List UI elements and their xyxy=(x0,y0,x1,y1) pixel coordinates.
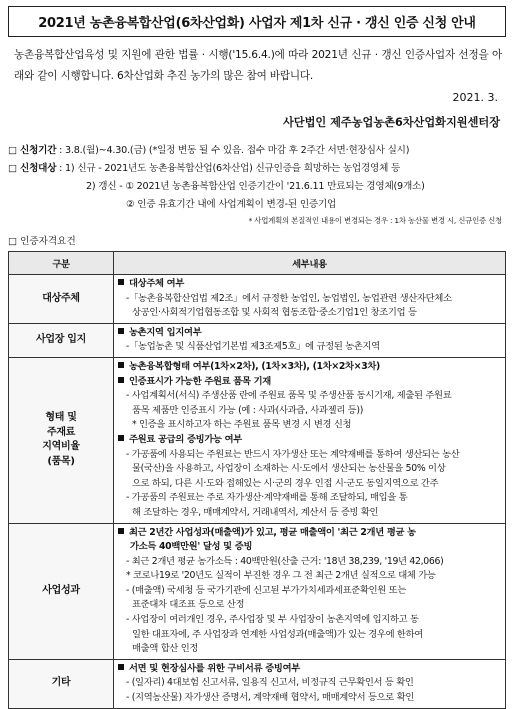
square-bullet-icon xyxy=(118,279,124,285)
detail-text: 인증표시가 가능한 주원료 품목 기재 xyxy=(129,375,271,387)
detail-line xyxy=(118,306,501,321)
detail-text: 물(국산)을 사용하고, 사업장이 소재하는 시·도에서 생산되는 농산물을 50% 이상 xyxy=(132,463,446,475)
detail-text: - (지역농산물) 자가생산 증명서, 계약재배 협약서, 매매계약서 등으로 확인 xyxy=(126,692,415,704)
row-details xyxy=(114,659,506,708)
square-bullet-icon xyxy=(118,664,124,670)
header-details: 세부내용 xyxy=(114,252,506,275)
detail-text: * 인증을 표시하고자 하는 주원료 품목 변경 시 변경 신청 xyxy=(132,419,352,431)
target-note: * 사업계획의 본질적인 내용이 변경되는 경우 : 1차 농산물 변경 시, 신규인증 신청 xyxy=(248,216,502,225)
detail-text: * 코로나19로 '20년도 실적이 부진한 경우 그 전 최근 2개년 실적으로 대체 가능 xyxy=(126,570,436,582)
table-row xyxy=(9,323,506,357)
detail-text: 매출액 합산 인정 xyxy=(132,643,199,655)
detail-bullet xyxy=(118,360,501,375)
detail-text: 품목 제품만 인증표시 가능 (예 : 사과(사과즙, 사과젤리 등)) xyxy=(132,404,364,416)
detail-line xyxy=(118,462,501,477)
detail-text: - 최근 2개년 평균 농가소득 : 40백만원(산출 근거: '18년 38,239, '19년 42,066) xyxy=(126,555,444,567)
organization-name: 사단법인 제주농업농촌6차산업화지원센터장 xyxy=(282,116,500,129)
detail-line xyxy=(118,642,501,657)
detail-text: - (일자리) 4대보험 신고서류, 일용직 신고서, 비정규직 근무확인서 등 확인 xyxy=(126,677,414,689)
detail-text: - 사업계획서(서식) 주생산품 란에 주원료 품목 및 주생산품 동시기재, 제출된 주원료 xyxy=(126,390,452,402)
detail-line xyxy=(118,628,501,643)
detail-line xyxy=(118,584,501,599)
square-bullet-icon xyxy=(118,377,124,383)
detail-line xyxy=(118,613,501,628)
detail-text: -「농업농촌 및 식품산업기본법 제3조제5호」에 규정된 농촌지역 xyxy=(126,341,380,353)
detail-bullet xyxy=(118,526,501,541)
period-label: □ 신청기간 xyxy=(8,145,57,156)
detail-text: - (매출액) 국세청 등 국가기관에 신고된 부가가치세과세표준확인원 또는 xyxy=(126,584,407,596)
application-info xyxy=(8,142,506,227)
row-category: 대상주체 xyxy=(9,275,114,324)
detail-text: -「농촌융복합산업법 제2조」에서 규정한 농업인, 농업법인, 농업관련 생산자단체소 xyxy=(126,292,452,304)
detail-line xyxy=(118,691,501,706)
detail-text: 최근 2년간 사업성과(매출액)가 있고, 평균 매출액이 '최근 2개년 평균 농 xyxy=(129,526,416,538)
table-row xyxy=(9,523,506,659)
row-category: 형태 및 주재료 지역비율 (품목) xyxy=(9,357,114,523)
detail-line xyxy=(118,676,501,691)
row-details xyxy=(114,523,506,659)
detail-line xyxy=(118,404,501,419)
target-changed: ② 인증 유효기간 내에 사업계획이 변경-된 인증기업 xyxy=(126,199,337,210)
target-new: : 1) 신규 - 2021년도 농촌융복합산업(6차산업) 신규인증을 희망하는 농업경영체 등 xyxy=(59,163,401,174)
row-details xyxy=(114,357,506,523)
detail-line xyxy=(118,598,501,613)
detail-line xyxy=(118,491,501,506)
target-row xyxy=(8,160,506,178)
detail-text: 주원료 공급의 증빙가능 여부 xyxy=(129,433,242,445)
detail-bullet xyxy=(118,540,501,555)
header-category: 구분 xyxy=(9,252,114,275)
detail-text: 으로 하되, 다른 시·도와 접해있는 시·군의 경우 인접 시·군도 동일지역으로 간주 xyxy=(132,477,439,489)
detail-line xyxy=(118,506,501,521)
detail-text: 일한 대표자에, 주 사업장과 연계한 사업성과(매출액)가 있는 경우에 한하여 xyxy=(132,628,423,640)
period-value: : 3.8.(월)~4.30.(금) (*일정 변동 될 수 있음. 접수 마감 후 2주간 서면·현장심사 실시) xyxy=(59,145,410,156)
table-row xyxy=(9,275,506,324)
detail-bullet xyxy=(118,277,501,292)
detail-text: - 가공품에 사용되는 주원료는 반드시 자가생산 또는 계약재배를 통하여 생산되는 농산 xyxy=(126,448,460,460)
table-header-row xyxy=(9,252,506,275)
detail-line xyxy=(118,340,501,355)
detail-text: 해 조달하는 경우, 매매계약서, 거래내역서, 계산서 등 증빙 확인 xyxy=(132,506,379,518)
requirements-table xyxy=(8,251,506,709)
detail-line xyxy=(118,389,501,404)
detail-text: - 사업장이 여러개인 경우, 주사업장 및 부 사업장이 농촌지역에 입지하고 동 xyxy=(126,614,419,626)
detail-text: 농촌융복합형태 여부(1차×2차), (1차×3차), (1차×2차×3차) xyxy=(129,360,381,372)
row-details xyxy=(114,275,506,324)
row-category: 기타 xyxy=(9,659,114,708)
square-bullet-icon xyxy=(118,528,124,534)
detail-text: 서면 및 현장심사를 위한 구비서류 증빙여부 xyxy=(129,662,300,674)
detail-text: 가소득 40백만원' 달성 및 증빙 xyxy=(130,541,253,553)
detail-text: 대상주체 여부 xyxy=(129,278,185,289)
detail-line xyxy=(118,569,501,584)
detail-text: - 가공품의 주원료는 주로 자가생산·계약재배를 통해 조달하되, 매입을 통 xyxy=(126,492,408,504)
detail-bullet xyxy=(118,433,501,448)
detail-bullet xyxy=(118,662,501,677)
row-details xyxy=(114,323,506,357)
row-category: 사업성과 xyxy=(9,523,114,659)
notice-date: 2021. 3. xyxy=(452,91,498,104)
target-renew: 2) 갱신 - ① 2021년 농촌융복합산업 인증기간이 '21.6.11 만료되는 경영체(9개소) xyxy=(86,181,425,192)
detail-text: 농촌지역 입지여부 xyxy=(129,326,202,338)
detail-line xyxy=(118,555,501,570)
detail-line xyxy=(118,448,501,463)
detail-line xyxy=(118,477,501,492)
detail-text: 상공인·사회적기업협동조합 및 사회적 협동조합·중소기업1인 창조기업 등 xyxy=(132,307,417,319)
table-row xyxy=(9,357,506,523)
period-row xyxy=(8,142,506,160)
table-row xyxy=(9,659,506,708)
square-bullet-icon xyxy=(118,435,124,441)
detail-line xyxy=(118,418,501,433)
table-body xyxy=(9,275,506,709)
square-bullet-icon xyxy=(118,328,124,334)
notice-title: 2021년 농촌융복합산업(6차산업화) 사업자 제1차 신규 · 갱신 인증 신청 안내 xyxy=(8,6,506,37)
detail-bullet xyxy=(118,326,501,341)
detail-bullet xyxy=(118,375,501,390)
detail-text: 표준대차 대조표 등으로 산정 xyxy=(132,599,245,611)
intro-paragraph: 농촌융복합산업육성 및 지원에 관한 법률 · 시행('15.6.4.)에 따라 2021년 신규 · 갱신 인증사업자 선정을 아래와 같이 시행합니다. 6차산업화 추진 농가의 많은 참여 바랍니다. xyxy=(14,49,502,82)
row-category: 사업장 입지 xyxy=(9,323,114,357)
target-label: □ 신청대상 xyxy=(8,163,57,174)
section-heading: □ 인증자격요건 xyxy=(8,236,76,247)
square-bullet-icon xyxy=(118,362,124,368)
detail-line xyxy=(118,292,501,307)
